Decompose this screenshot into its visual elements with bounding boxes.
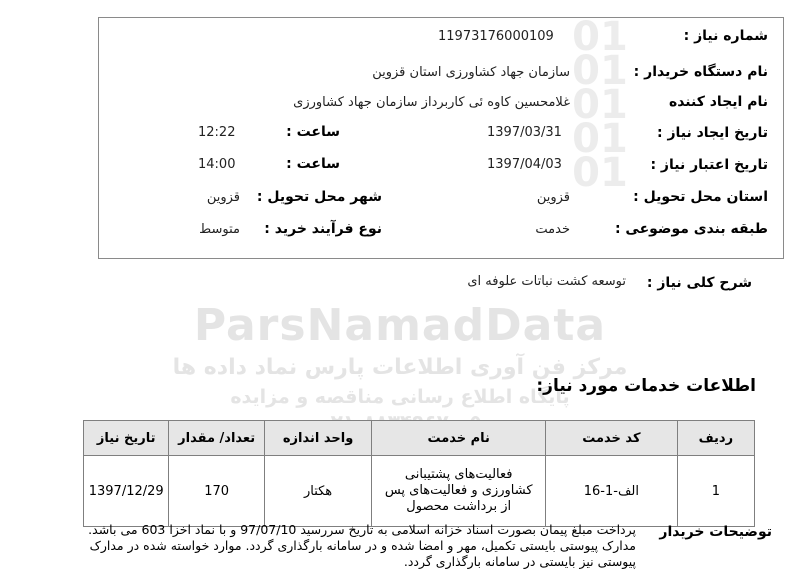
city-value: قزوین	[206, 190, 240, 205]
cell-row-number: 1	[677, 456, 754, 527]
cell-service-code: الف-1-16	[546, 456, 678, 527]
buyer-org-label: نام دستگاه خریدار :	[633, 64, 768, 80]
description-label: شرح کلی نیاز :	[646, 275, 752, 291]
category-value: خدمت	[535, 222, 570, 237]
col-need-date: تاریخ نیاز	[84, 421, 169, 456]
valid-time-label: ساعت :	[286, 156, 340, 172]
col-quantity: تعداد/ مقدار	[169, 421, 264, 456]
created-time-value: 12:22	[198, 125, 236, 140]
cell-service-name: فعالیت‌های پشتیبانی کشاورزی و فعالیت‌های پس از برداشت محصول	[372, 456, 546, 527]
created-time-label: ساعت :	[286, 124, 340, 140]
process-label: نوع فرآیند خرید :	[264, 221, 382, 237]
need-number-label: شماره نیاز :	[683, 28, 768, 44]
col-service-code: کد خدمت	[546, 421, 678, 456]
category-label: طبقه بندی موضوعی :	[614, 221, 768, 237]
watermark-digits: 0101010101	[572, 14, 628, 196]
col-unit: واحد اندازه	[264, 421, 371, 456]
province-label: استان محل تحویل :	[633, 189, 768, 205]
buyer-org-value: سازمان جهاد کشاورزی استان قزوین	[372, 65, 570, 80]
need-number-value: 11973176000109	[438, 29, 554, 44]
cell-unit: هکتار	[264, 456, 371, 527]
services-table	[83, 420, 755, 527]
table-row	[84, 456, 755, 527]
creator-label: نام ایجاد کننده	[668, 94, 768, 110]
valid-date-label: تاریخ اعتبار نیاز :	[650, 157, 768, 173]
services-header-row	[84, 421, 755, 456]
watermark-line2: پایگاه اطلاع رسانی مناقصه و مزایده	[230, 386, 570, 408]
watermark-line1: مرکز فن آوری اطلاعات پارس نماد داده ها	[172, 355, 628, 380]
services-title: اطلاعات خدمات مورد نیاز:	[536, 376, 756, 396]
process-value: متوسط	[199, 222, 240, 237]
cell-need-date: 1397/12/29	[84, 456, 169, 527]
created-date-value: 1397/03/31	[487, 125, 562, 140]
buyer-notes-text: پرداخت مبلغ پیمان بصورت اسناد خزانه اسلامی به تاریخ سررسید 97/07/10 و با نماد اخزا 603 می باشد. مدارک پیوستی بایستی تکمیل، مهر و امضا شده و در سامانه بارگذاری گردد. موارد خواسته شده در مدارک پیوستی نیز بایستی در سامانه بارگذاری گردد.	[88, 522, 636, 569]
valid-date-value: 1397/04/03	[487, 157, 562, 172]
col-row-number: ردیف	[677, 421, 754, 456]
valid-time-value: 14:00	[198, 157, 236, 172]
col-service-name: نام خدمت	[372, 421, 546, 456]
creator-value: غلامحسین کاوه ئی کاربرداز سازمان جهاد کشاورزی	[293, 95, 570, 110]
description-value: توسعه کشت نباتات علوفه ای	[467, 274, 626, 289]
watermark-brand: ParsNamadData	[193, 300, 607, 351]
buyer-notes-label: توضیحات خریدار	[659, 524, 772, 540]
created-date-label: تاریخ ایجاد نیاز :	[656, 125, 768, 141]
cell-quantity: 170	[169, 456, 264, 527]
city-label: شهر محل تحویل :	[256, 189, 382, 205]
province-value: قزوین	[536, 190, 570, 205]
